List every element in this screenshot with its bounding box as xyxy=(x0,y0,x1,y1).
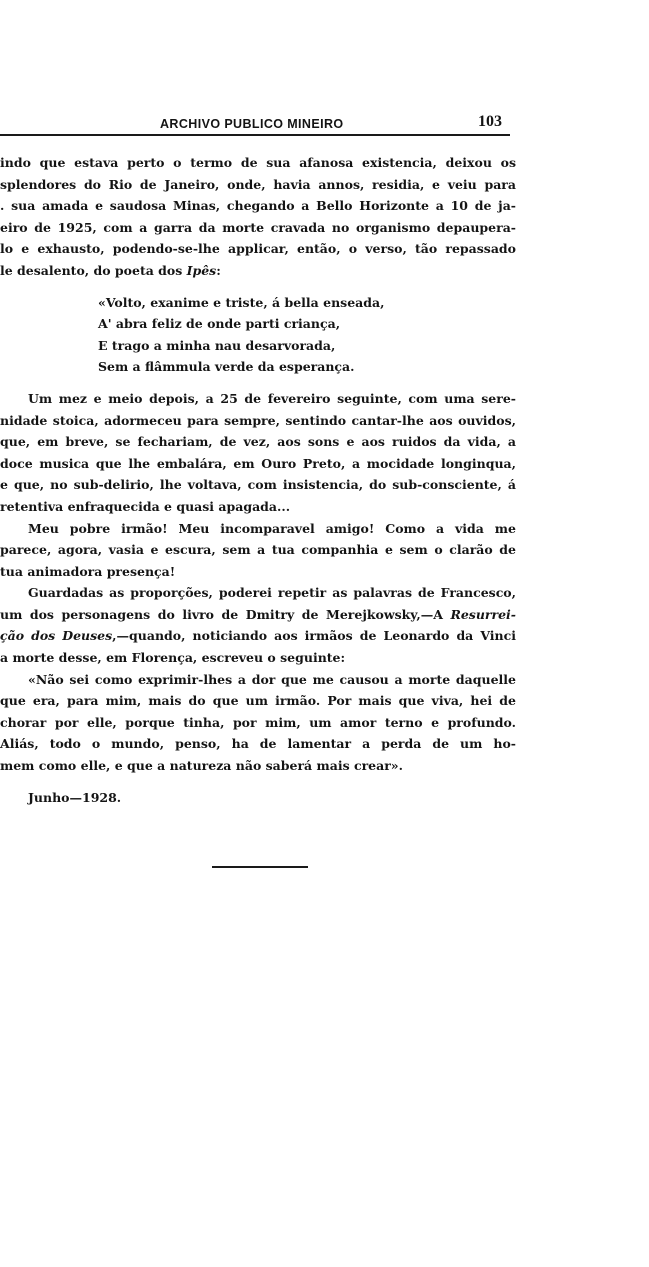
paragraph-4 xyxy=(0,582,516,668)
spacer xyxy=(0,777,516,787)
verse-line: «Volto, exanime e triste, á bella enseada, xyxy=(98,294,385,310)
verse-line: E trago a minha nau desarvorada, xyxy=(98,337,336,353)
paragraph-3 xyxy=(0,518,516,583)
quotation xyxy=(0,669,516,777)
text-run: le desalento, do poeta dos xyxy=(0,262,187,278)
dateline: Junho—1928. xyxy=(28,789,122,805)
text-line: parece, agora, vasia e escura, sem a tua companhia e sem o clarão de xyxy=(0,542,516,558)
text-line: a morte desse, em Florença, escreveu o seguinte: xyxy=(0,650,346,666)
page-number: 103 xyxy=(478,113,502,130)
text-line: Meu pobre irmão! Meu incomparavel amigo! Como a vida me xyxy=(28,520,516,536)
text-line: . sua amada e saudosa Minas, chegando a Bello Horizonte a 10 de ja- xyxy=(0,198,516,214)
text-line xyxy=(0,625,516,647)
text-line: chorar por elle, porque tinha, por mim, um amor terno e profundo. xyxy=(0,714,516,730)
paragraph-2 xyxy=(0,388,516,518)
verse-line: A' abra feliz de onde parti criança, xyxy=(98,316,341,332)
text-line: «Não sei como exprimir-lhes a dor que me causou a morte daquelle xyxy=(28,671,516,687)
text-line: Aliás, todo o mundo, penso, ha de lamentar a perda de um ho- xyxy=(0,736,516,752)
text-line: mem como elle, e que a natureza não saberá mais crear». xyxy=(0,758,403,774)
paragraph-1 xyxy=(0,152,516,282)
text-line: que era, para mim, mais do que um irmão. Por mais que viva, hei de xyxy=(0,693,516,709)
text-line: indo que estava perto o termo de sua afanosa existencia, deixou os xyxy=(0,155,516,170)
text-line: eiro de 1925, com a garra da morte cravada no organismo depaupera- xyxy=(0,219,516,235)
text-line: e que, no sub-delirio, lhe voltava, com insistencia, do sub-consciente, á xyxy=(0,477,516,493)
text-run: : xyxy=(216,262,221,278)
text-line: Um mez e meio depois, a 25 de fevereiro seguinte, com uma sere- xyxy=(28,390,516,406)
end-rule xyxy=(212,866,308,868)
book-title: Ipês xyxy=(186,262,217,278)
text-line: Guardadas as proporções, poderei repetir as palavras de Francesco, xyxy=(28,585,516,601)
text-line: retentiva enfraquecida e quasi apagada... xyxy=(0,498,291,514)
text-line xyxy=(0,260,516,282)
body-text xyxy=(0,152,516,808)
text-line: doce musica que lhe embalára, em Ouro Preto, a mocidade longinqua, xyxy=(0,455,516,471)
text-line: lo e exhausto, podendo-se-lhe applicar, então, o verso, tão repassado xyxy=(0,241,516,257)
text-line: tua animadora presença! xyxy=(0,563,176,579)
verse-line: Sem a flâmmula verde da esperança. xyxy=(98,359,355,375)
text-run: ,—quando, noticiando aos irmãos de Leonardo da Vinci xyxy=(112,628,516,644)
spacer xyxy=(0,378,516,388)
text-line: splendores do Rio de Janeiro, onde, havia annos, residia, e veiu para xyxy=(0,176,516,192)
header-rule xyxy=(0,134,510,136)
text-run: um dos personagens do livro de Dmitry de Merejkowsky,—A xyxy=(0,606,451,622)
running-title: ARCHIVO PUBLICO MINEIRO xyxy=(160,117,344,131)
text-line xyxy=(0,604,516,626)
spacer xyxy=(0,282,516,292)
text-line: que, em breve, se fechariam, de vez, aos sons e aos ruidos da vida, a xyxy=(0,434,516,450)
text-line: nidade stoica, adormeceu para sempre, sentindo cantar-lhe aos ouvidos, xyxy=(0,412,516,428)
verse-quote xyxy=(0,292,516,378)
book-title: ção dos Deuses xyxy=(0,628,113,644)
book-title: Resurrei- xyxy=(450,606,516,622)
